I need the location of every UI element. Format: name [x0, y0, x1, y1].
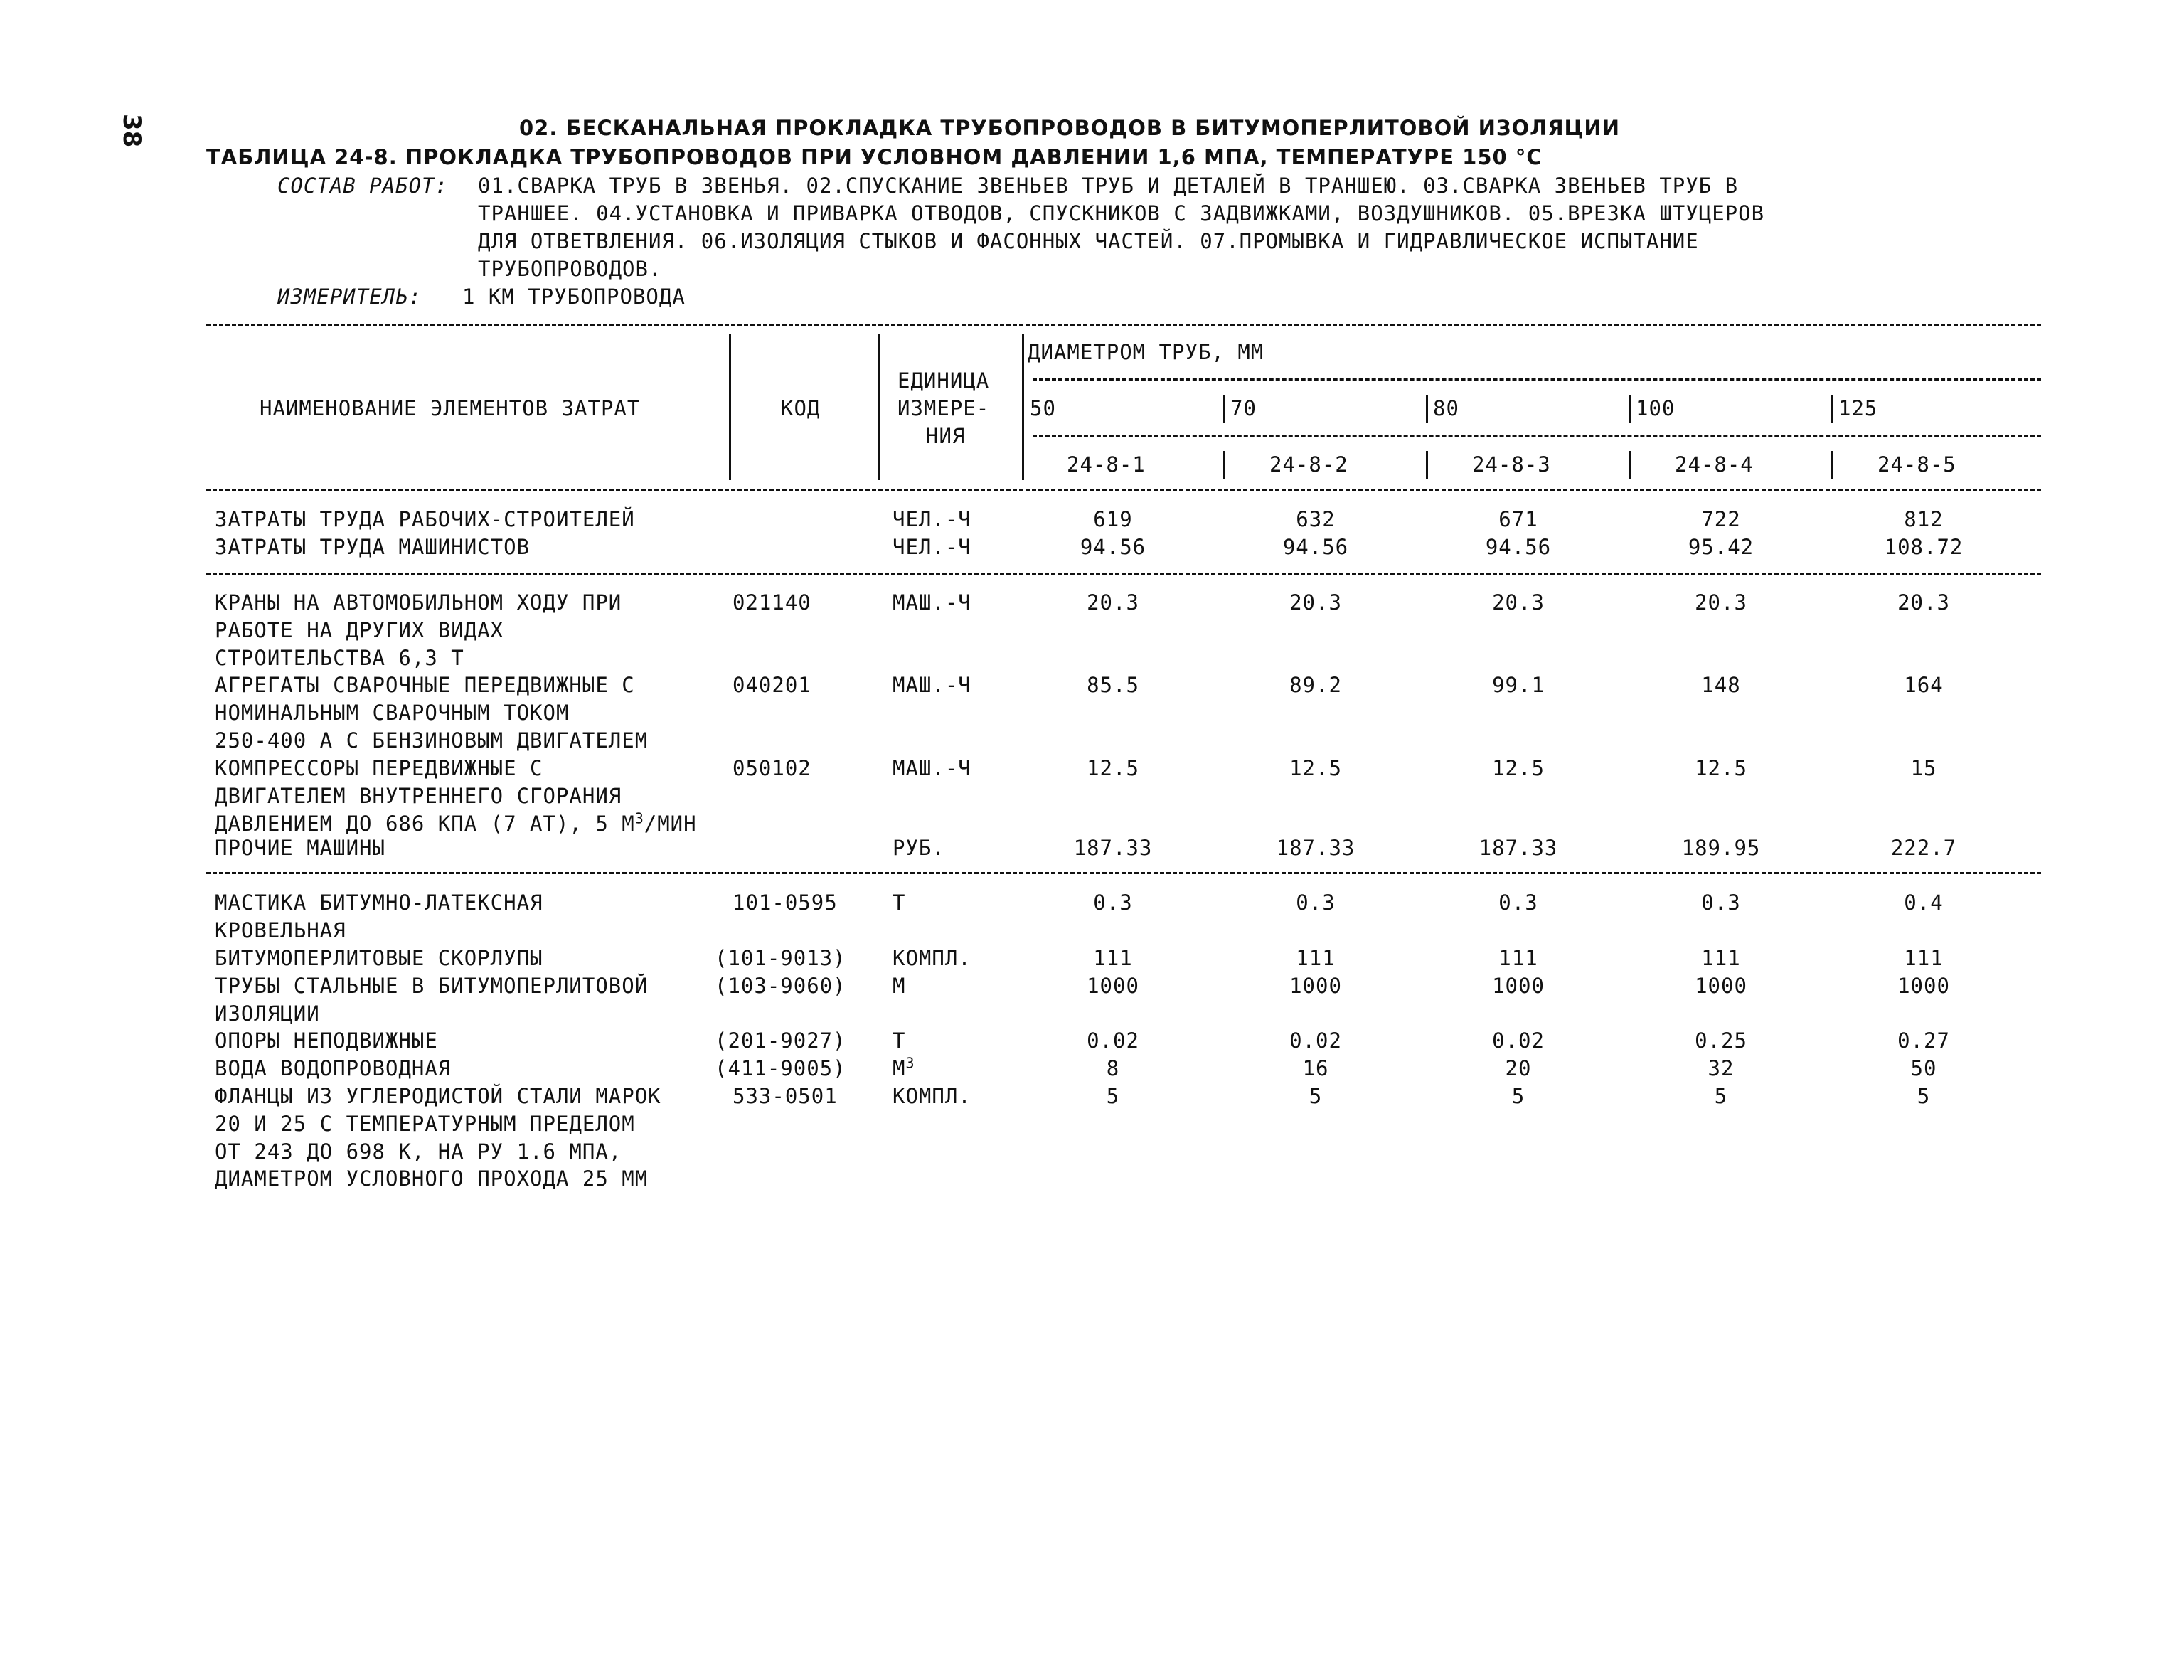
- header-divider: [1831, 451, 1833, 479]
- row-value: 85.5: [1087, 673, 1139, 697]
- rule-section: [206, 872, 2041, 874]
- row-value: 0.4: [1904, 890, 1944, 915]
- row-value: 20.3: [1492, 590, 1545, 615]
- header-unit: ЕДИНИЦА: [897, 368, 990, 393]
- row-value: 0.02: [1289, 1028, 1342, 1053]
- row-value: 16: [1302, 1056, 1329, 1080]
- row-name-line: КОМПРЕССОРЫ ПЕРЕДВИЖНЫЕ С: [215, 756, 543, 780]
- header-code: КОД: [781, 396, 821, 420]
- row-name-line: БИТУМОПЕРЛИТОВЫЕ СКОРЛУПЫ: [215, 946, 543, 970]
- header-divider: [1629, 451, 1631, 479]
- header-diameter-value: 70: [1230, 396, 1257, 420]
- row-value: 8: [1106, 1056, 1120, 1080]
- row-value: 0.3: [1093, 890, 1133, 915]
- work-label: СОСТАВ РАБОТ:: [277, 174, 448, 198]
- row-value: 108.72: [1884, 535, 1964, 559]
- header-table-code: 24-8-4: [1675, 452, 1754, 477]
- row-name-line: ТРУБЫ СТАЛЬНЫЕ В БИТУМОПЕРЛИТОВОЙ: [215, 974, 649, 998]
- row-unit: $М^3$: [893, 1054, 915, 1080]
- row-value: 111: [1904, 946, 1944, 970]
- rule-header-bottom: [206, 489, 2041, 491]
- row-value: 671: [1498, 507, 1538, 531]
- row-value: 187.33: [1479, 836, 1558, 860]
- row-code: 101-0595: [733, 890, 838, 915]
- row-value: 0.02: [1492, 1028, 1545, 1053]
- row-unit: КОМПЛ.: [893, 1084, 971, 1108]
- row-name-line: АГРЕГАТЫ СВАРОЧНЫЕ ПЕРЕДВИЖНЫЕ С: [215, 673, 635, 697]
- row-unit: МАШ.-Ч: [893, 590, 971, 615]
- row-value: 12.5: [1492, 756, 1545, 780]
- row-value: 94.56: [1080, 535, 1146, 559]
- row-unit: КОМПЛ.: [893, 946, 971, 970]
- header-diameter-value: 80: [1433, 396, 1459, 420]
- meter-label: ИЗМЕРИТЕЛЬ:: [277, 285, 422, 309]
- row-name-line: ДВИГАТЕЛЕМ ВНУТРЕННЕГО СГОРАНИЯ: [215, 783, 622, 808]
- row-value: 12.5: [1695, 756, 1747, 780]
- header-diameter: ДИАМЕТРОМ ТРУБ, ММ: [1028, 340, 1264, 364]
- row-value: 5: [1917, 1084, 1931, 1108]
- row-code: (101-9013): [715, 946, 846, 970]
- page-number: 38: [117, 114, 146, 148]
- row-value: 111: [1498, 946, 1538, 970]
- row-name-line: ФЛАНЦЫ ИЗ УГЛЕРОДИСТОЙ СТАЛИ МАРОК: [215, 1084, 661, 1108]
- row-code: 040201: [733, 673, 811, 697]
- row-code: (201-9027): [715, 1028, 846, 1053]
- header-table-code: 24-8-3: [1472, 452, 1551, 477]
- row-value: 20: [1505, 1056, 1532, 1080]
- row-name-line: ИЗОЛЯЦИИ: [215, 1001, 320, 1026]
- row-name-line: 20 И 25 С ТЕМПЕРАТУРНЫМ ПРЕДЕЛОМ: [215, 1111, 635, 1136]
- row-value: 94.56: [1282, 535, 1349, 559]
- row-name-line: СТРОИТЕЛЬСТВА 6,3 Т: [215, 645, 464, 670]
- row-value: 1000: [1897, 974, 1950, 998]
- row-value: 50: [1910, 1056, 1937, 1080]
- row-value: 95.42: [1688, 535, 1754, 559]
- header-divider: [878, 334, 880, 480]
- header-name: НАИМЕНОВАНИЕ ЭЛЕМЕНТОВ ЗАТРАТ: [260, 396, 641, 420]
- row-name-line: ДАВЛЕНИЕМ ДО 686 КПА (7 АТ), 5 $М^3$/МИН: [215, 809, 697, 836]
- row-value: 0.3: [1296, 890, 1336, 915]
- meter-value: 1 КМ ТРУБОПРОВОДА: [462, 285, 686, 309]
- row-code: 533-0501: [733, 1084, 838, 1108]
- row-name-line: ВОДА ВОДОПРОВОДНАЯ: [215, 1056, 452, 1080]
- row-unit: Т: [893, 890, 906, 915]
- row-value: 20.3: [1897, 590, 1950, 615]
- row-unit: ЧЕЛ.-Ч: [893, 535, 971, 559]
- header-divider: [1426, 395, 1428, 423]
- row-value: 1000: [1695, 974, 1747, 998]
- row-unit: М: [893, 974, 906, 998]
- row-value: 20.3: [1087, 590, 1139, 615]
- rule-header-diameter: [1033, 378, 2041, 381]
- table-title: ТАБЛИЦА 24-8. ПРОКЛАДКА ТРУБОПРОВОДОВ ПРИ УСЛОВНОМ ДАВЛЕНИИ 1,6 МПА, ТЕМПЕРАТУРЕ 150 °С: [206, 145, 1543, 169]
- row-value: 32: [1708, 1056, 1735, 1080]
- row-value: 722: [1701, 507, 1741, 531]
- row-value: 99.1: [1492, 673, 1545, 697]
- row-name-line: ДИАМЕТРОМ УСЛОВНОГО ПРОХОДА 25 ММ: [215, 1166, 649, 1191]
- section-title: 02. БЕСКАНАЛЬНАЯ ПРОКЛАДКА ТРУБОПРОВОДОВ В БИТУМОПЕРЛИТОВОЙ ИЗОЛЯЦИИ: [519, 116, 1620, 140]
- row-unit: Т: [893, 1028, 906, 1053]
- row-name-line: ЗАТРАТЫ ТРУДА РАБОЧИХ-СТРОИТЕЛЕЙ: [215, 507, 635, 531]
- row-value: 812: [1904, 507, 1944, 531]
- row-value: 12.5: [1289, 756, 1342, 780]
- row-value: 187.33: [1073, 836, 1153, 860]
- row-value: 164: [1904, 673, 1944, 697]
- work-line: 01.СВАРКА ТРУБ В ЗВЕНЬЯ. 02.СПУСКАНИЕ ЗВЕНЬЕВ ТРУБ И ДЕТАЛЕЙ В ТРАНШЕЮ. 03.СВАРКА ЗВЕНЬЕВ ТРУБ В: [478, 174, 1739, 198]
- row-value: 111: [1701, 946, 1741, 970]
- row-name-line: ПРОЧИЕ МАШИНЫ: [215, 836, 385, 860]
- header-diameter-value: 50: [1030, 396, 1056, 420]
- row-name-line: НОМИНАЛЬНЫМ СВАРОЧНЫМ ТОКОМ: [215, 700, 570, 725]
- row-value: 5: [1106, 1084, 1120, 1108]
- row-value: 619: [1093, 507, 1133, 531]
- header-divider: [1831, 395, 1833, 423]
- row-code: (411-9005): [715, 1056, 846, 1080]
- header-table-code: 24-8-2: [1269, 452, 1348, 477]
- row-value: 111: [1093, 946, 1133, 970]
- row-value: 94.56: [1485, 535, 1552, 559]
- row-name-line: КРАНЫ НА АВТОМОБИЛЬНОМ ХОДУ ПРИ: [215, 590, 622, 615]
- row-value: 0.27: [1897, 1028, 1950, 1053]
- rule-top: [206, 324, 2041, 326]
- work-line: ТРАНШЕЕ. 04.УСТАНОВКА И ПРИВАРКА ОТВОДОВ, СПУСКНИКОВ С ЗАДВИЖКАМИ, ВОЗДУШНИКОВ. 05.ВРЕЗКА ШТУЦЕРОВ: [478, 201, 1765, 225]
- row-unit: МАШ.-Ч: [893, 756, 971, 780]
- row-unit: МАШ.-Ч: [893, 673, 971, 697]
- row-value: 1000: [1492, 974, 1545, 998]
- row-unit: ЧЕЛ.-Ч: [893, 507, 971, 531]
- row-value: 148: [1701, 673, 1741, 697]
- header-divider: [1223, 451, 1225, 479]
- header-divider: [1629, 395, 1631, 423]
- header-divider: [1022, 334, 1024, 480]
- row-value: 15: [1910, 756, 1937, 780]
- header-diameter-value: 100: [1636, 396, 1676, 420]
- row-name-line: ОТ 243 ДО 698 К, НА РУ 1.6 МПА,: [215, 1139, 622, 1164]
- row-value: 5: [1511, 1084, 1525, 1108]
- header-unit: НИЯ: [926, 424, 966, 448]
- row-value: 222.7: [1890, 836, 1957, 860]
- header-unit: ИЗМЕРЕ-: [897, 396, 990, 420]
- row-value: 189.95: [1681, 836, 1761, 860]
- row-value: 187.33: [1276, 836, 1355, 860]
- header-diameter-value: 125: [1838, 396, 1878, 420]
- work-line: ДЛЯ ОТВЕТВЛЕНИЯ. 06.ИЗОЛЯЦИЯ СТЫКОВ И ФАСОННЫХ ЧАСТЕЙ. 07.ПРОМЫВКА И ГИДРАВЛИЧЕСКОЕ ИСПЫТАНИЕ: [478, 229, 1699, 253]
- row-value: 20.3: [1289, 590, 1342, 615]
- header-divider: [729, 334, 731, 480]
- row-code: (103-9060): [715, 974, 846, 998]
- row-value: 0.3: [1498, 890, 1538, 915]
- row-value: 1000: [1087, 974, 1139, 998]
- work-line: ТРУБОПРОВОДОВ.: [478, 257, 662, 281]
- row-value: 632: [1296, 507, 1336, 531]
- row-value: 1000: [1289, 974, 1342, 998]
- rule-section: [206, 573, 2041, 575]
- row-value: 0.3: [1701, 890, 1741, 915]
- row-value: 0.02: [1087, 1028, 1139, 1053]
- rule-header-codes: [1033, 435, 2041, 437]
- row-name-line: ЗАТРАТЫ ТРУДА МАШИНИСТОВ: [215, 535, 531, 559]
- header-table-code: 24-8-5: [1877, 452, 1956, 477]
- row-value: 89.2: [1289, 673, 1342, 697]
- row-value: 12.5: [1087, 756, 1139, 780]
- row-value: 111: [1296, 946, 1336, 970]
- row-name-line: РАБОТЕ НА ДРУГИХ ВИДАХ: [215, 617, 504, 642]
- header-table-code: 24-8-1: [1067, 452, 1146, 477]
- row-code: 050102: [733, 756, 811, 780]
- row-value: 5: [1309, 1084, 1323, 1108]
- row-name-line: КРОВЕЛЬНАЯ: [215, 918, 346, 942]
- row-name-line: МАСТИКА БИТУМНО-ЛАТЕКСНАЯ: [215, 890, 543, 915]
- row-unit: РУБ.: [893, 836, 945, 860]
- row-value: 0.25: [1695, 1028, 1747, 1053]
- header-divider: [1223, 395, 1225, 423]
- row-name-line: ОПОРЫ НЕПОДВИЖНЫЕ: [215, 1028, 438, 1053]
- row-name-line: 250-400 А С БЕНЗИНОВЫМ ДВИГАТЕЛЕМ: [215, 728, 649, 753]
- row-value: 5: [1714, 1084, 1728, 1108]
- header-divider: [1426, 451, 1428, 479]
- row-code: 021140: [733, 590, 811, 615]
- row-value: 20.3: [1695, 590, 1747, 615]
